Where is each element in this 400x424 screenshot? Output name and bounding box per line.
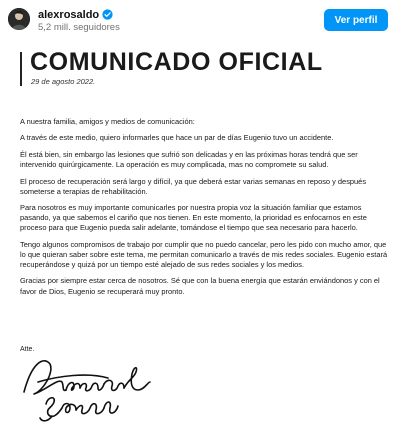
document-date: 29 de agosto 2022. — [31, 77, 96, 86]
avatar-image — [8, 8, 30, 30]
closing-label: Atte. — [20, 346, 35, 353]
title-block — [20, 46, 323, 90]
verified-badge-icon — [102, 9, 113, 20]
avatar[interactable] — [8, 8, 30, 30]
paragraph-1: A través de este medio, quiero informarles que hace un par de días Eugenio tuvo un accidente. — [20, 133, 334, 143]
document-body — [20, 117, 392, 303]
username[interactable]: alexrosaldo — [38, 9, 113, 22]
paragraph-2: Él está bien, sin embargo las lesiones que sufrió son delicadas y en las próximas horas tendrá que ser intervenido quirúrgicamente. La operación es muy complicada, mas no compromete su salud. — [20, 149, 358, 170]
title-accent-bar — [20, 52, 22, 86]
paragraph-4: Para nosotros es muy importante comunicarles por nuestra propia voz la situación familiar que estamos pasando, ya que sabemos el cariño que nos tienen. En este momento, la prioridad es enfocarnos en este proceso para que Eugenio pueda salir adelante, tomándose el tiempo que sea necesario para hacerlo. — [20, 203, 367, 233]
handwritten-signature — [18, 352, 168, 424]
paragraph-greeting: A nuestra familia, amigos y medios de comunicación: — [20, 117, 195, 126]
paragraph-3: El proceso de recuperación será largo y difícil, ya que deberá estar varias semanas en reposo y después someterse a terapias de rehabilitación. — [20, 176, 367, 196]
post-image-document — [0, 40, 400, 424]
view-profile-button[interactable]: Ver perfil — [324, 9, 388, 31]
paragraph-5: Tengo algunos compromisos de trabajo por cumplir que no puedo cancelar, pero les pido con mucho amor, que lo que quieran saber sobre este tema, me permitan comunicarlo a través de mis redes sociales. Eugenio estará recuperándose y quizá por un tiempo esté alejado de sus redes sociales y los medios. — [20, 239, 388, 269]
page-title: COMUNICADO OFICIAL — [30, 48, 323, 76]
profile-header — [0, 0, 400, 40]
followers-count: 5,2 mill. seguidores — [38, 22, 120, 33]
paragraph-6: Gracias por siempre estar cerca de nosotros. Sé que con la buena energía que estarán enviándonos y con el favor de Dios, Eugenio se recuperará muy pronto. — [20, 276, 380, 296]
